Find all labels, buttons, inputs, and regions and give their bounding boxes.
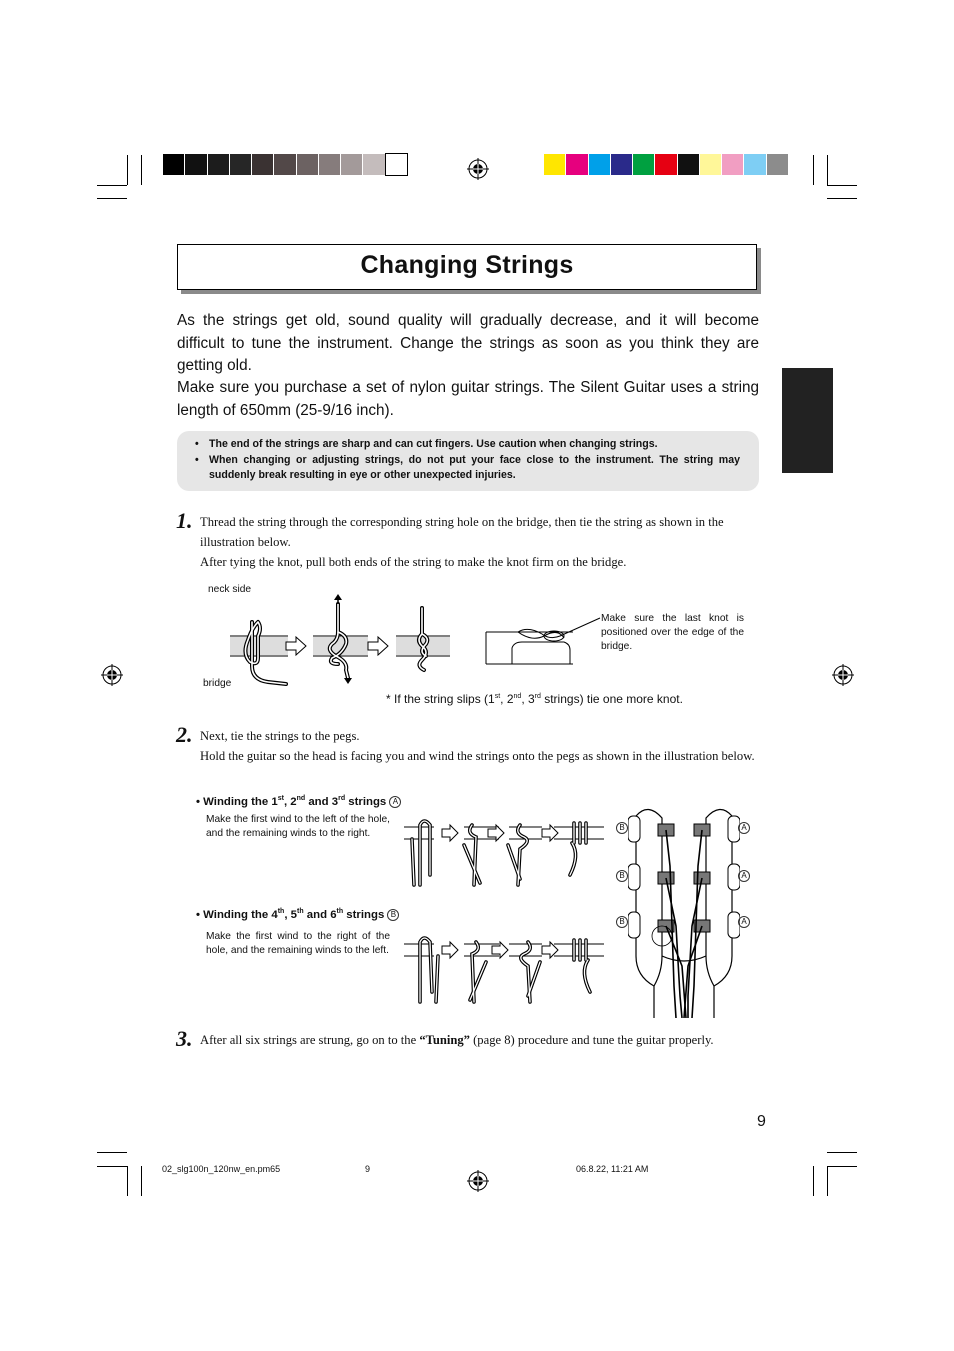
step-text: Hold the guitar so the head is facing you and wind the strings onto the pegs as shown in the illustration below.: [200, 749, 755, 763]
guitar-head-illustration: [628, 806, 740, 1018]
color-swatch: [611, 154, 632, 175]
crop-mark: [97, 1152, 127, 1153]
mark-a-icon: A: [738, 822, 750, 834]
crop-mark: [813, 155, 814, 185]
crop-mark: [97, 198, 127, 199]
gray-swatch: [341, 154, 362, 175]
step-number: 2.: [176, 722, 193, 747]
gray-swatch: [363, 154, 384, 175]
gray-swatch: [230, 154, 251, 175]
bridge-label: bridge: [203, 678, 232, 689]
gray-swatch: [208, 154, 229, 175]
crop-mark: [97, 1166, 127, 1167]
step-text: After tying the knot, pull both ends of the string to make the knot firm on the bridge.: [200, 555, 627, 569]
color-swatch: [722, 154, 743, 175]
section-tab: [782, 368, 833, 473]
knot-note: Make sure the last knot is positioned over the edge of the bridge.: [601, 613, 744, 652]
caution-item: • When changing or adjusting strings, do not put your face close to the instrument. The string may suddenly break resulting in eye or other unexpected injuries.: [195, 453, 740, 484]
color-swatch: [655, 154, 676, 175]
crop-mark: [97, 185, 127, 186]
color-swatch: [678, 154, 699, 175]
crop-mark: [827, 155, 828, 185]
gray-swatch: [163, 154, 184, 175]
knot-tying-illustration: [228, 592, 608, 692]
crop-mark: [127, 155, 128, 185]
neck-side-label: neck side: [208, 584, 252, 595]
caution-item: • The end of the strings are sharp and can cut fingers. Use caution when changing strings.: [195, 437, 740, 453]
crop-mark: [141, 1166, 142, 1196]
mark-b-icon: B: [387, 909, 399, 921]
mark-b-icon: B: [616, 916, 628, 928]
mark-a-icon: A: [738, 870, 750, 882]
winding-b-illustration: [404, 932, 614, 1004]
page-number: 9: [757, 1113, 766, 1130]
step-number: 3.: [176, 1026, 193, 1051]
footer-page: 9: [365, 1164, 371, 1174]
registration-mark-icon: [467, 158, 489, 180]
title-box: [177, 244, 757, 290]
color-calibration-bar: [544, 154, 789, 176]
color-swatch: [700, 154, 721, 175]
color-swatch: [633, 154, 654, 175]
registration-mark-icon: [101, 664, 123, 686]
color-swatch: [767, 154, 788, 175]
winding-a-description: Make the first wind to the left of the hole, and the remaining winds to the right.: [206, 814, 390, 839]
gray-calibration-bar: [163, 154, 408, 176]
crop-mark: [827, 1152, 857, 1153]
color-swatch: [566, 154, 587, 175]
color-swatch: [544, 154, 565, 175]
gray-swatch: [185, 154, 206, 175]
gray-swatch: [252, 154, 273, 175]
tuning-reference: “Tuning”: [419, 1033, 470, 1047]
color-swatch: [744, 154, 765, 175]
gray-swatch: [297, 154, 318, 175]
page-title: Changing Strings: [360, 251, 574, 279]
color-swatch: [589, 154, 610, 175]
intro-paragraph-1: As the strings get old, sound quality will gradually decrease, and it will become difficult to tune the instrument. Change the strings as soon as you think they are getting old.: [177, 312, 759, 374]
gray-swatch: [319, 154, 340, 175]
step-text: Thread the string through the corresponding string hole on the bridge, then tie the string as shown in the illustration below.: [200, 515, 724, 549]
registration-mark-icon: [832, 664, 854, 686]
crop-mark: [827, 1166, 828, 1196]
mark-a-icon: A: [738, 916, 750, 928]
winding-b-description: Make the first wind to the right of the hole, and the remaining winds to the left.: [206, 931, 390, 956]
crop-mark: [813, 1166, 814, 1196]
crop-mark: [827, 198, 857, 199]
winding-a-illustration: [404, 815, 614, 887]
intro-paragraph-2: Make sure you purchase a set of nylon guitar strings. The Silent Guitar uses a string length of 650mm (25-9/16 inch).: [177, 379, 759, 419]
mark-b-icon: B: [616, 822, 628, 834]
registration-mark-icon: [467, 1170, 489, 1192]
step-number: 1.: [176, 508, 193, 533]
knot-footnote: * If the string slips (1st, 2nd, 3rd strings) tie one more knot.: [386, 692, 683, 706]
crop-mark: [141, 155, 142, 185]
step-text: Next, tie the strings to the pegs.: [200, 729, 360, 743]
mark-a-icon: A: [389, 796, 401, 808]
footer-filename: 02_slg100n_120nw_en.pm65: [162, 1164, 281, 1174]
crop-mark: [127, 1166, 128, 1196]
winding-b-heading: • Winding the 4th, 5th and 6th strings B: [196, 908, 399, 921]
footer-date: 06.8.22, 11:21 AM: [576, 1164, 649, 1174]
caution-box: [177, 431, 759, 491]
gray-swatch: [274, 154, 295, 175]
step-text: After all six strings are strung, go on to the “Tuning” (page 8) procedure and tune the guitar properly.: [200, 1033, 714, 1047]
crop-mark: [827, 185, 857, 186]
mark-b-icon: B: [616, 870, 628, 882]
gray-swatch: [386, 154, 407, 175]
crop-mark: [827, 1166, 857, 1167]
winding-a-heading: • Winding the 1st, 2nd and 3rd strings A: [196, 795, 401, 808]
